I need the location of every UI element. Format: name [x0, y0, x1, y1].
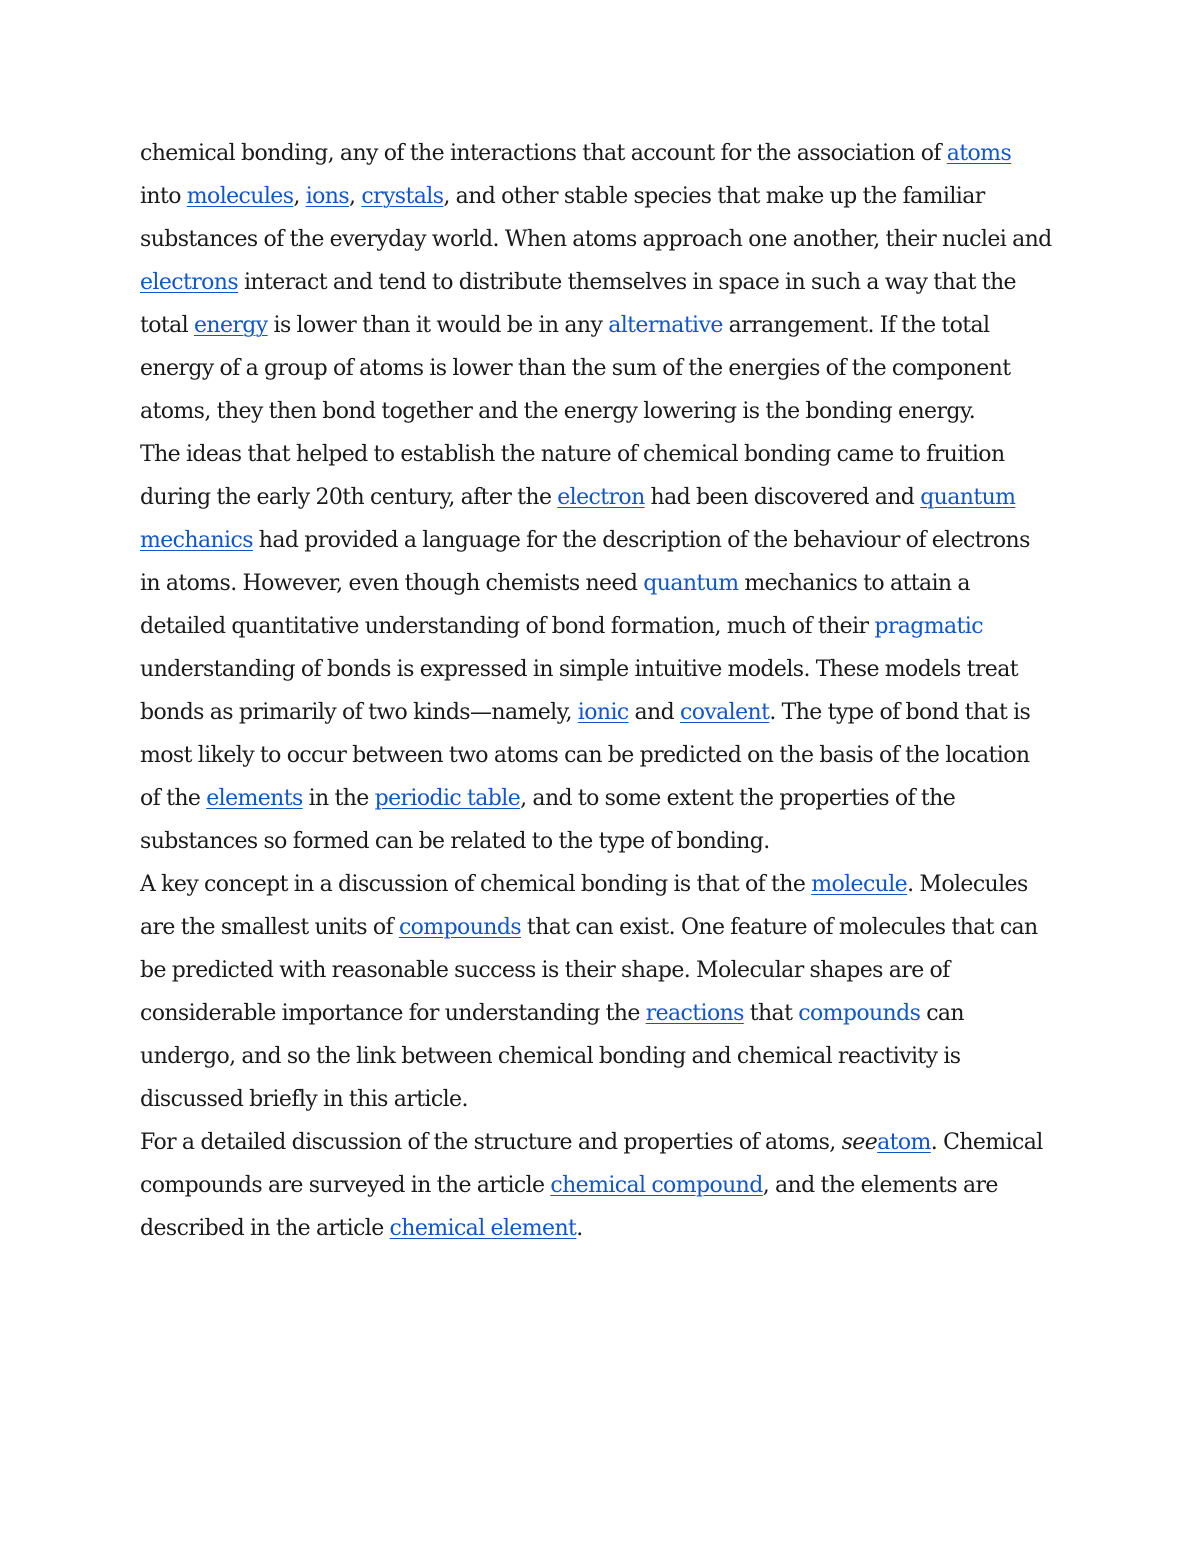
link-energy[interactable]: energy — [193, 313, 268, 338]
highlighted-term: compounds — [798, 1001, 921, 1026]
link-ionic[interactable]: ionic — [577, 700, 629, 725]
link-crystals[interactable]: crystals — [361, 184, 444, 209]
link-molecules[interactable]: molecules — [186, 184, 294, 209]
body-text: had been discovered and — [644, 485, 921, 510]
body-text: . The type of bond that is most likely to occur between two atoms can be predicted on the basis of the location of the — [140, 700, 1031, 811]
body-text: A key concept in a discussion of chemical bonding is that of the — [140, 872, 812, 897]
link-electrons[interactable]: electrons — [140, 270, 239, 295]
link-periodic-table[interactable]: periodic table — [374, 786, 521, 811]
body-text: , and the elements are described in the article — [140, 1173, 998, 1241]
body-text: in the — [302, 786, 375, 811]
body-text: into — [140, 184, 187, 209]
link-quantum-mechanics[interactable]: quantum mechanics — [140, 485, 1016, 553]
body-text: , — [349, 184, 362, 209]
emphasis-text: see — [841, 1130, 878, 1155]
body-text: , and to some extent the properties of the substances so formed can be related to the type of bonding. — [140, 786, 956, 854]
document-body — [140, 132, 1052, 1250]
paragraph — [140, 1121, 1052, 1250]
body-text: that can exist. One feature of molecules that can be predicted with reasonable success is their shape. Molecular shapes are of considerable importance for understanding the — [140, 915, 1038, 1026]
body-text: , and other stable species that make up the familiar substances of the everyday world. When atoms approach one another, their nuclei and — [140, 184, 1052, 252]
highlighted-term: pragmatic — [874, 614, 983, 639]
link-covalent[interactable]: covalent — [679, 700, 770, 725]
paragraph — [140, 132, 1052, 433]
body-text: For a detailed discussion of the structure and properties of atoms, — [140, 1130, 842, 1155]
link-reactions[interactable]: reactions — [645, 1001, 744, 1026]
body-text: that — [743, 1001, 799, 1026]
link-chemical-compound[interactable]: chemical compound — [550, 1173, 763, 1198]
body-text: . — [576, 1216, 583, 1241]
highlighted-term: quantum — [643, 571, 739, 596]
body-text: can undergo, and so the link between chemical bonding and chemical reactivity is discussed briefly in this article. — [140, 1001, 964, 1112]
body-text: chemical bonding, any of the interactions that account for the association of — [140, 141, 947, 166]
paragraph — [140, 433, 1052, 863]
link-molecule[interactable]: molecule — [811, 872, 908, 897]
link-electron[interactable]: electron — [557, 485, 645, 510]
body-text: arrangement. If the total energy of a group of atoms is lower than the sum of the energies of the component atoms, they then bond together and the energy lowering is the bonding energy. — [140, 313, 1011, 424]
body-text: . Chemical compounds are surveyed in the article — [140, 1130, 1043, 1198]
body-text: mechanics to attain a detailed quantitative understanding of bond formation, much of their — [140, 571, 970, 639]
body-text: , — [293, 184, 306, 209]
body-text: interact and tend to distribute themselves in space in such a way that the total — [140, 270, 1016, 338]
highlighted-term: alternative — [608, 313, 723, 338]
link-compounds[interactable]: compounds — [398, 915, 522, 940]
body-text: . Molecules are the smallest units of — [140, 872, 1028, 940]
body-text: and — [628, 700, 680, 725]
link-ions[interactable]: ions — [305, 184, 350, 209]
body-text: had provided a language for the description of the behaviour of electrons in atoms. However, even though chemists need — [140, 528, 1030, 596]
body-text: The ideas that helped to establish the nature of chemical bonding came to fruition during the early 20th century, after the — [140, 442, 1005, 510]
link-elements[interactable]: elements — [206, 786, 303, 811]
link-atom[interactable]: atom — [877, 1130, 931, 1155]
body-text: is lower than it would be in any — [267, 313, 609, 338]
link-chemical-element[interactable]: chemical element — [389, 1216, 577, 1241]
body-text: understanding of bonds is expressed in simple intuitive models. These models treat bonds as primarily of two kinds—namely, — [140, 657, 1018, 725]
link-atoms[interactable]: atoms — [946, 141, 1012, 166]
paragraph — [140, 863, 1052, 1121]
